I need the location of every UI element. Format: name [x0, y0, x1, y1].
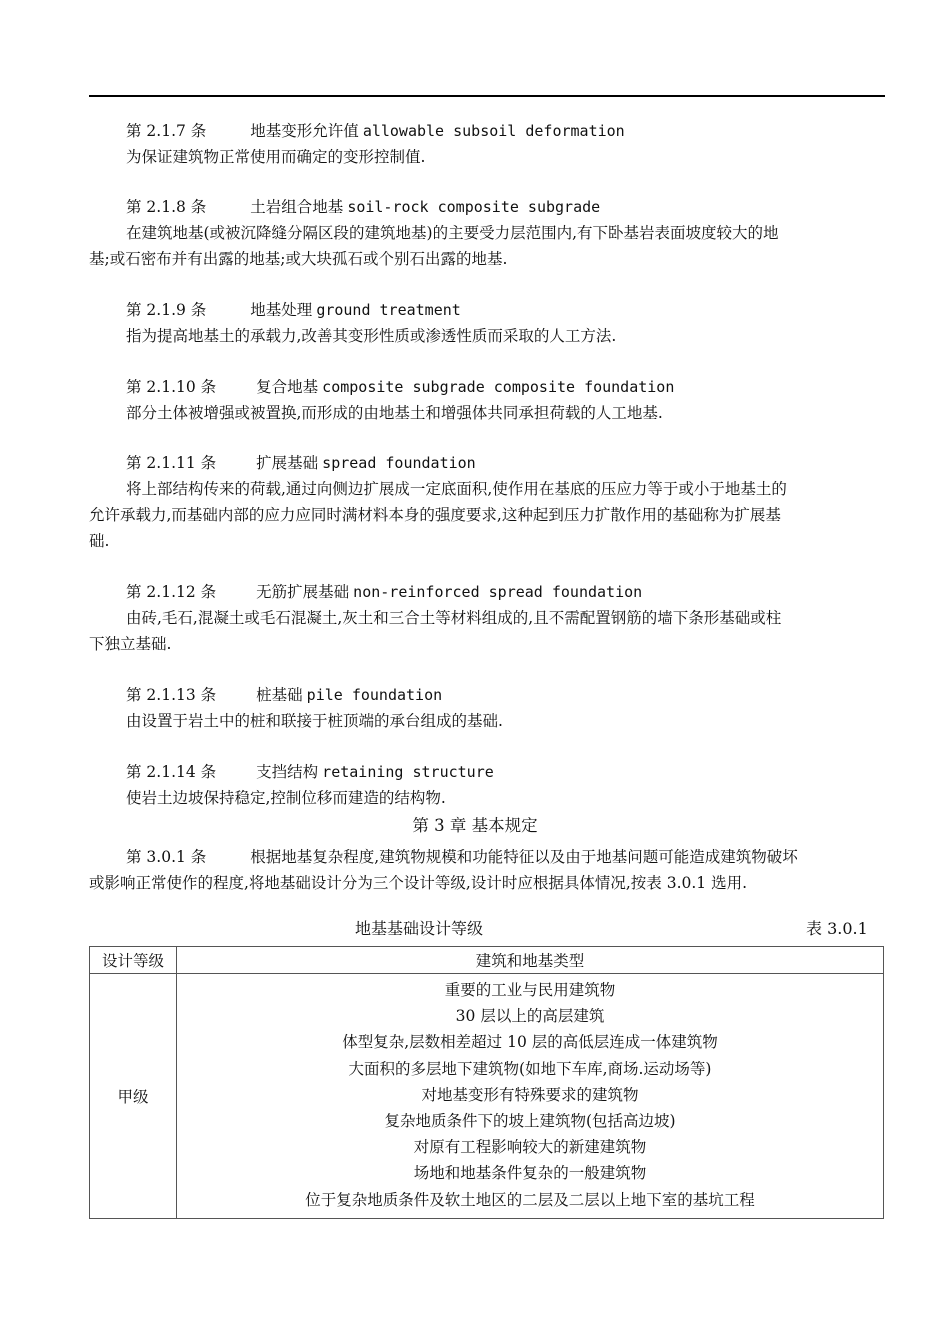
clause-body: 在建筑地基(或被沉降缝分隔区段的建筑地基)的主要受力层范围内,有下卧基岩表面坡度较大的地	[126, 224, 779, 242]
grade-cell: 甲级	[90, 974, 177, 1219]
clause-body: 或影响正常使作的程度,将地基础设计分为三个设计等级,设计时应根据具体情况,按表 3.0.1 选用.	[89, 874, 748, 892]
clause-heading	[126, 300, 461, 320]
term-en: non-reinforced spread foundation	[353, 583, 643, 601]
clause-number: 第 2.1.7 条	[126, 122, 207, 140]
design-grade-table	[89, 946, 884, 1219]
clause-body: 础.	[89, 532, 110, 550]
list-item: 对地基变形有特殊要求的建筑物	[421, 1085, 639, 1104]
table-row	[90, 974, 884, 1219]
clause-body: 由设置于岩土中的桩和联接于桩顶端的承台组成的基础.	[126, 712, 503, 730]
term-zh: 复合地基	[256, 378, 319, 396]
clause-heading	[126, 453, 476, 473]
term-zh: 地基变形允许值	[250, 122, 359, 140]
clause-body: 下独立基础.	[89, 635, 172, 653]
clause-heading	[126, 582, 642, 602]
clause-heading	[126, 377, 674, 397]
clause-body: 由砖,毛石,混凝土或毛石混凝土,灰土和三合土等材料组成的,且不需配置钢筋的墙下条形基础或柱	[126, 609, 782, 627]
column-header-types: 建筑和地基类型	[177, 947, 884, 974]
clause-body: 将上部结构传来的荷载,通过向侧边扩展成一定底面积,使作用在基底的压应力等于或小于地基土的	[126, 480, 787, 498]
clause-body: 指为提高地基土的承载力,改善其变形性质或渗透性质而采取的人工方法.	[126, 327, 617, 345]
clause-body: 部分土体被增强或被置换,而形成的由地基土和增强体共同承担荷载的人工地基.	[126, 404, 663, 422]
list-item: 大面积的多层地下建筑物(如地下车库,商场.运动场等)	[348, 1059, 712, 1078]
types-cell	[177, 974, 884, 1219]
clause-number: 第 2.1.13 条	[126, 686, 217, 704]
clause-body: 允许承载力,而基础内部的应力应同时满材料本身的强度要求,这种起到压力扩散作用的基础称为扩展基	[89, 506, 781, 524]
list-item: 重要的工业与民用建筑物	[444, 981, 616, 999]
clause-body: 根据地基复杂程度,建筑物规模和功能特征以及由于地基问题可能造成建筑物破坏	[250, 848, 798, 866]
table-header-row	[90, 947, 884, 974]
term-zh: 扩展基础	[256, 454, 319, 472]
table-number: 表 3.0.1	[806, 919, 868, 938]
term-zh: 土岩组合地基	[250, 198, 344, 216]
list-item: 30 层以上的高层建筑	[455, 1007, 605, 1026]
list-item: 对原有工程影响较大的新建建筑物	[413, 1138, 647, 1157]
clause-heading	[126, 685, 442, 705]
term-zh: 桩基础	[256, 686, 303, 704]
term-en: pile foundation	[306, 686, 443, 704]
clause-number: 第 2.1.9 条	[126, 301, 207, 319]
clause-number: 第 2.1.8 条	[126, 198, 207, 216]
clause-heading	[126, 762, 494, 782]
clause-number: 第 2.1.12 条	[126, 583, 217, 601]
term-zh: 地基处理	[250, 301, 313, 319]
list-item: 体型复杂,层数相差超过 10 层的高低层连成一体建筑物	[342, 1033, 718, 1052]
term-en: allowable subsoil deformation	[362, 122, 625, 140]
clause-number: 第 2.1.14 条	[126, 763, 217, 781]
term-en: retaining structure	[322, 763, 494, 781]
term-zh: 支挡结构	[256, 763, 319, 781]
list-item: 复杂地质条件下的坡上建筑物(包括高边坡)	[384, 1112, 676, 1131]
term-en: soil-rock composite subgrade	[347, 198, 601, 216]
clause-number: 第 3.0.1 条	[126, 848, 207, 866]
term-en: ground treatment	[316, 301, 461, 319]
clause-body: 为保证建筑物正常使用而确定的变形控制值.	[126, 148, 426, 166]
clause-number: 第 2.1.10 条	[126, 378, 217, 396]
list-item: 位于复杂地质条件及软土地区的二层及二层以上地下室的基坑工程	[305, 1190, 755, 1209]
term-en: composite subgrade composite foundation	[322, 378, 675, 396]
clause-heading	[126, 197, 600, 217]
header-rule	[89, 95, 885, 97]
clause-heading	[126, 847, 798, 867]
table-caption: 地基基础设计等级	[355, 919, 484, 938]
column-header-grade: 设计等级	[90, 947, 177, 974]
clause-heading	[126, 121, 625, 141]
list-item: 场地和地基条件复杂的一般建筑物	[413, 1164, 647, 1183]
chapter-title: 第 3 章 基本规定	[412, 816, 538, 835]
clause-number: 第 2.1.11 条	[126, 454, 217, 472]
term-en: spread foundation	[322, 454, 476, 472]
term-zh: 无筋扩展基础	[256, 583, 350, 601]
clause-body: 基;或石密布并有出露的地基;或大块孤石或个别石出露的地基.	[89, 250, 508, 268]
clause-body: 使岩土边坡保持稳定,控制位移而建造的结构物.	[126, 789, 446, 807]
